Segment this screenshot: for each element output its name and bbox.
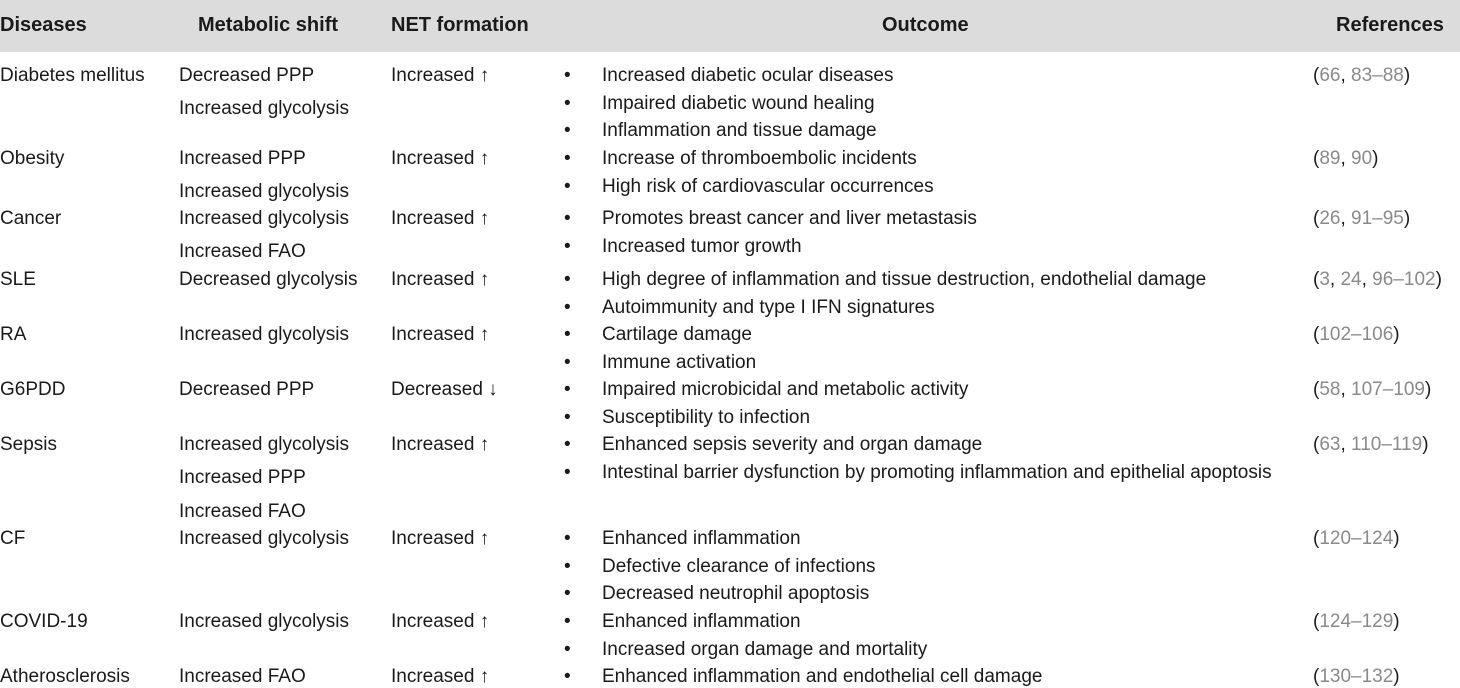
reference-link[interactable]: 89 <box>1319 148 1341 169</box>
references-cell: (66, 83–88) <box>1313 65 1411 86</box>
metabolic-shift-cell: Increased glycolysis <box>179 98 350 119</box>
outcome-item: Impaired microbicidal and metabolic activity <box>602 379 969 400</box>
bullet-marker: • <box>564 236 571 257</box>
bullet-marker: • <box>564 434 571 455</box>
net-formation-cell: Increased ↑ <box>391 208 490 229</box>
net-formation-cell: Increased ↑ <box>391 434 490 455</box>
header-outcome: Outcome <box>882 14 969 36</box>
header-metabolic-shift: Metabolic shift <box>198 14 339 36</box>
outcome-item: High risk of cardiovascular occurrences <box>602 176 934 197</box>
metabolic-shift-cell: Increased glycolysis <box>179 181 350 202</box>
outcome-item: Promotes breast cancer and liver metastasis <box>602 208 977 229</box>
bullet-marker: • <box>564 324 571 345</box>
net-formation-cell: Decreased ↓ <box>391 379 498 400</box>
bullet-marker: • <box>564 639 571 660</box>
outcome-item: Enhanced sepsis severity and organ damage <box>602 434 983 455</box>
disease-cell: Diabetes mellitus <box>0 65 145 86</box>
bullet-marker: • <box>564 208 571 229</box>
outcome-item: High degree of inflammation and tissue destruction, endothelial damage <box>602 269 1207 290</box>
outcome-item: Increase of thromboembolic incidents <box>602 148 917 169</box>
outcome-item: Susceptibility to infection <box>602 407 811 428</box>
net-formation-cell: Increased ↑ <box>391 269 490 290</box>
outcome-item: Enhanced inflammation <box>602 528 801 549</box>
reference-link[interactable]: 3 <box>1319 269 1330 290</box>
bullet-marker: • <box>564 528 571 549</box>
reference-link[interactable]: 66 <box>1319 65 1341 86</box>
metabolic-shift-cell: Decreased glycolysis <box>179 269 358 290</box>
metabolic-shift-cell: Increased PPP <box>179 467 306 488</box>
bullet-marker: • <box>564 176 571 197</box>
reference-link[interactable]: 24 <box>1340 269 1362 290</box>
net-formation-cell: Increased ↑ <box>391 611 490 632</box>
disease-cell: Sepsis <box>0 434 58 455</box>
bullet-marker: • <box>564 583 571 604</box>
metabolic-shift-cell: Decreased PPP <box>179 379 315 400</box>
reference-link[interactable]: 120–124 <box>1319 528 1394 549</box>
disease-cell: G6PDD <box>0 379 66 400</box>
bullet-marker: • <box>564 297 571 318</box>
reference-link[interactable]: 63 <box>1319 434 1341 455</box>
reference-link[interactable]: 107–109 <box>1351 379 1425 400</box>
disease-cell: COVID-19 <box>0 611 88 632</box>
reference-link[interactable]: 83–88 <box>1351 65 1404 86</box>
reference-link[interactable]: 58 <box>1319 379 1341 400</box>
outcome-item: Enhanced inflammation and endothelial cell damage <box>602 666 1043 687</box>
disease-cell: CF <box>0 528 26 549</box>
metabolic-shift-cell: Increased FAO <box>179 501 306 522</box>
references-cell: (120–124) <box>1313 528 1400 549</box>
reference-link[interactable]: 124–129 <box>1319 611 1394 632</box>
header-diseases: Diseases <box>0 14 87 36</box>
reference-link[interactable]: 110–119 <box>1351 434 1423 455</box>
references-cell: (130–132) <box>1313 666 1400 687</box>
references-cell: (3, 24, 96–102) <box>1313 269 1442 290</box>
disease-cell: Atherosclerosis <box>0 666 130 687</box>
metabolic-shift-cell: Increased FAO <box>179 241 306 262</box>
outcome-item: Intestinal barrier dysfunction by promoting inflammation and epithelial apoptosis <box>602 462 1272 483</box>
outcome-item: Inflammation and tissue damage <box>602 120 877 141</box>
references-cell: (58, 107–109) <box>1313 379 1432 400</box>
outcome-item: Defective clearance of infections <box>602 556 876 577</box>
outcome-item: Impaired diabetic wound healing <box>602 93 875 114</box>
net-formation-cell: Increased ↑ <box>391 324 490 345</box>
reference-link[interactable]: 96–102 <box>1372 269 1436 290</box>
reference-link[interactable]: 91–95 <box>1351 208 1404 229</box>
bullet-marker: • <box>564 269 571 290</box>
bullet-marker: • <box>564 93 571 114</box>
metabolic-shift-cell: Increased PPP <box>179 148 306 169</box>
outcome-item: Increased organ damage and mortality <box>602 639 928 660</box>
reference-link[interactable]: 26 <box>1319 208 1341 229</box>
bullet-marker: • <box>564 352 571 373</box>
references-cell: (124–129) <box>1313 611 1400 632</box>
reference-link[interactable]: 102–106 <box>1319 324 1394 345</box>
disease-cell: SLE <box>0 269 36 290</box>
references-cell: (89, 90) <box>1313 148 1379 169</box>
net-formation-cell: Increased ↑ <box>391 65 490 86</box>
header-references: References <box>1336 14 1444 36</box>
metabolic-shift-cell: Decreased PPP <box>179 65 315 86</box>
outcome-item: Autoimmunity and type I IFN signatures <box>602 297 935 318</box>
references-cell: (26, 91–95) <box>1313 208 1411 229</box>
outcome-item: Increased tumor growth <box>602 236 802 257</box>
metabolic-shift-cell: Increased glycolysis <box>179 208 350 229</box>
reference-link[interactable]: 90 <box>1351 148 1373 169</box>
header-net-formation: NET formation <box>391 14 529 36</box>
bullet-marker: • <box>564 120 571 141</box>
net-formation-cell: Increased ↑ <box>391 148 490 169</box>
disease-cell: RA <box>0 324 27 345</box>
net-formation-cell: Increased ↑ <box>391 666 490 687</box>
metabolic-shift-cell: Increased FAO <box>179 666 306 687</box>
outcome-item: Immune activation <box>602 352 757 373</box>
metabolic-shift-cell: Increased glycolysis <box>179 611 350 632</box>
references-cell: (63, 110–119) <box>1313 434 1429 455</box>
outcome-item: Cartilage damage <box>602 324 752 345</box>
bullet-marker: • <box>564 379 571 400</box>
outcome-item: Increased diabetic ocular diseases <box>602 65 894 86</box>
metabolic-shift-cell: Increased glycolysis <box>179 324 350 345</box>
bullet-marker: • <box>564 407 571 428</box>
metabolic-shift-cell: Increased glycolysis <box>179 528 350 549</box>
references-cell: (102–106) <box>1313 324 1400 345</box>
bullet-marker: • <box>564 65 571 86</box>
metabolic-shift-cell: Increased glycolysis <box>179 434 350 455</box>
bullet-marker: • <box>564 556 571 577</box>
disease-cell: Cancer <box>0 208 62 229</box>
disease-cell: Obesity <box>0 148 65 169</box>
net-formation-cell: Increased ↑ <box>391 528 490 549</box>
outcome-item: Decreased neutrophil apoptosis <box>602 583 870 604</box>
bullet-marker: • <box>564 611 571 632</box>
bullet-marker: • <box>564 462 571 483</box>
reference-link[interactable]: 130–132 <box>1319 666 1394 687</box>
outcome-item: Enhanced inflammation <box>602 611 801 632</box>
bullet-marker: • <box>564 666 571 687</box>
bullet-marker: • <box>564 148 571 169</box>
